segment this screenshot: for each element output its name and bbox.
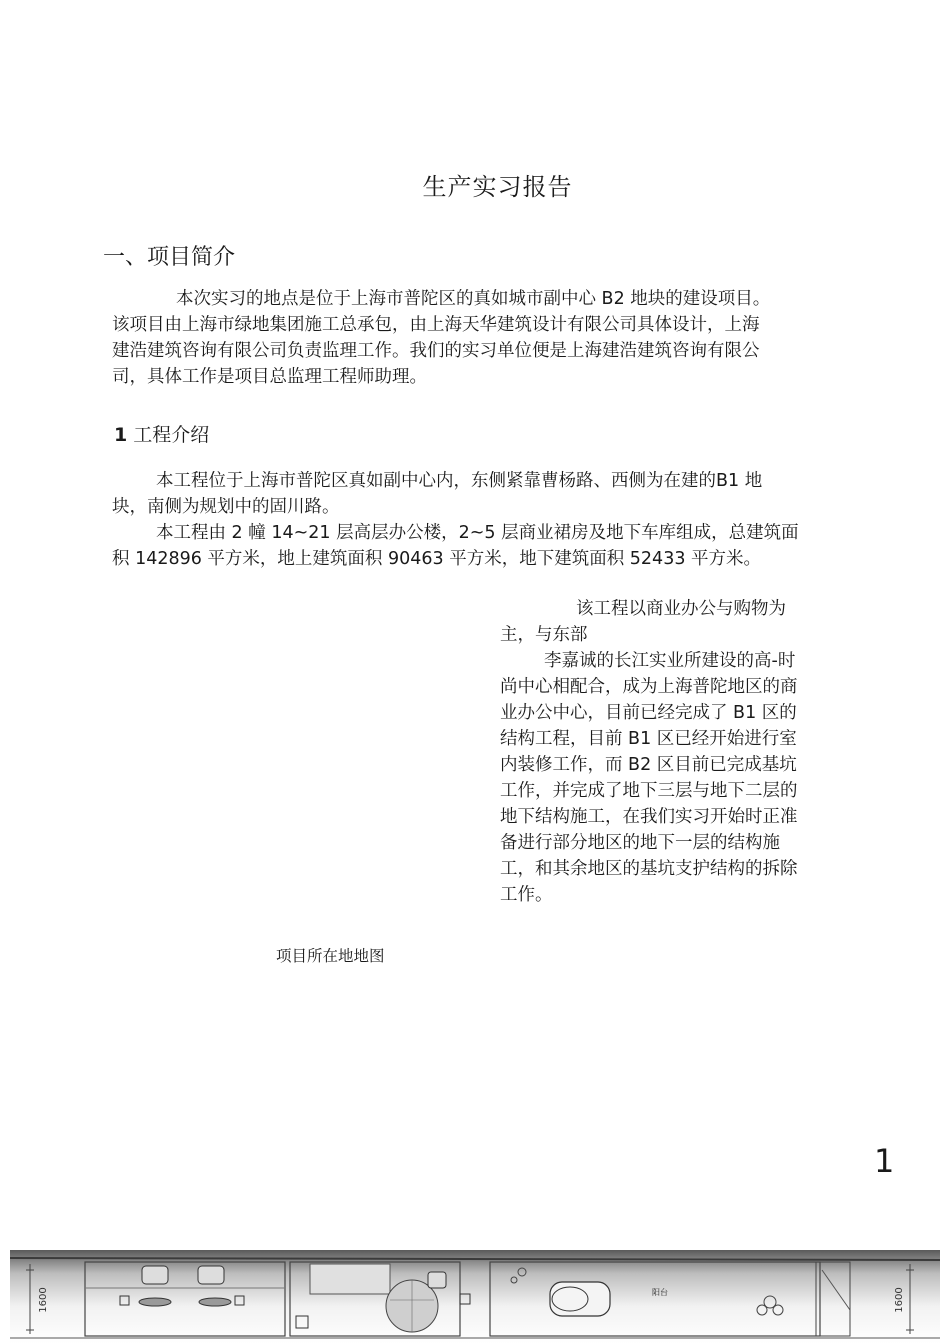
intro-paragraph (112, 286, 832, 390)
side-paragraph (500, 596, 830, 908)
map-caption: 项目所在地地图 (276, 947, 385, 965)
text-line: 建浩建筑咨询有限公司负责监理工作。我们的实习单位便是上海建浩建筑咨询有限公 (112, 341, 760, 361)
text-line: 工作。 (500, 885, 553, 905)
text-line: 地下结构施工，在我们实习开始时正准 (500, 807, 798, 827)
text-line: 备进行部分地区的地下一层的结构施 (500, 833, 780, 853)
text-line: 本工程位于上海市普陀区真如副中心内，东侧紧靠曹杨路、西侧为在建的B1 地 (156, 471, 763, 491)
dimension-label-left: 1600 (38, 1287, 49, 1313)
page-title: 生产实习报告 (422, 173, 573, 201)
text-line: 李嘉诚的长江实业所建设的高-时 (544, 651, 796, 671)
text-line: 工，和其余地区的基坑支护结构的拆除 (500, 859, 798, 879)
subsection-title: 工程介绍 (133, 424, 210, 446)
text-line: 工作，并完成了地下三层与地下二层的 (500, 781, 798, 801)
text-line: 结构工程，目前 B1 区已经开始进行室 (500, 729, 797, 749)
plan-background (10, 1250, 940, 1344)
text-line: 内装修工作，而 B2 区目前已完成基坑 (500, 755, 797, 775)
text-line: 本工程由 2 幢 14~21 层高层办公楼，2~5 层商业裙房及地下车库组成，总建筑面 (156, 523, 799, 543)
text-line: 积 142896 平方米，地上建筑面积 90463 平方米，地下建筑面积 52433 平方米。 (112, 549, 762, 569)
text-line: 尚中心相配合，成为上海普陀地区的商 (500, 677, 798, 697)
floor-plan-strip (10, 1250, 940, 1344)
text-line: 块，南侧为规划中的固川路。 (112, 497, 340, 517)
section-heading: 一、项目简介 (103, 245, 236, 270)
text-line: 主，与东部 (500, 625, 588, 645)
text-line: 该工程以商业办公与购物为 (576, 599, 786, 619)
text-line: 业办公中心，目前已经完成了 B1 区的 (500, 703, 797, 723)
engineering-paragraph-1 (112, 468, 842, 520)
engineering-paragraph-2 (112, 520, 842, 572)
text-line: 司，具体工作是项目总监理工程师助理。 (112, 367, 427, 387)
dimension-label-right: 1600 (894, 1287, 905, 1313)
subsection-heading (114, 420, 209, 447)
text-line: 该项目由上海市绿地集团施工总承包，由上海天华建筑设计有限公司具体设计，上海 (112, 315, 760, 335)
room-label: 阳台 (652, 1288, 668, 1297)
subsection-number: 1 (114, 424, 128, 446)
text-line: 本次实习的地点是位于上海市普陀区的真如城市副中心 B2 地块的建设项目。 (176, 289, 771, 309)
page-number: 1 (874, 1142, 895, 1180)
